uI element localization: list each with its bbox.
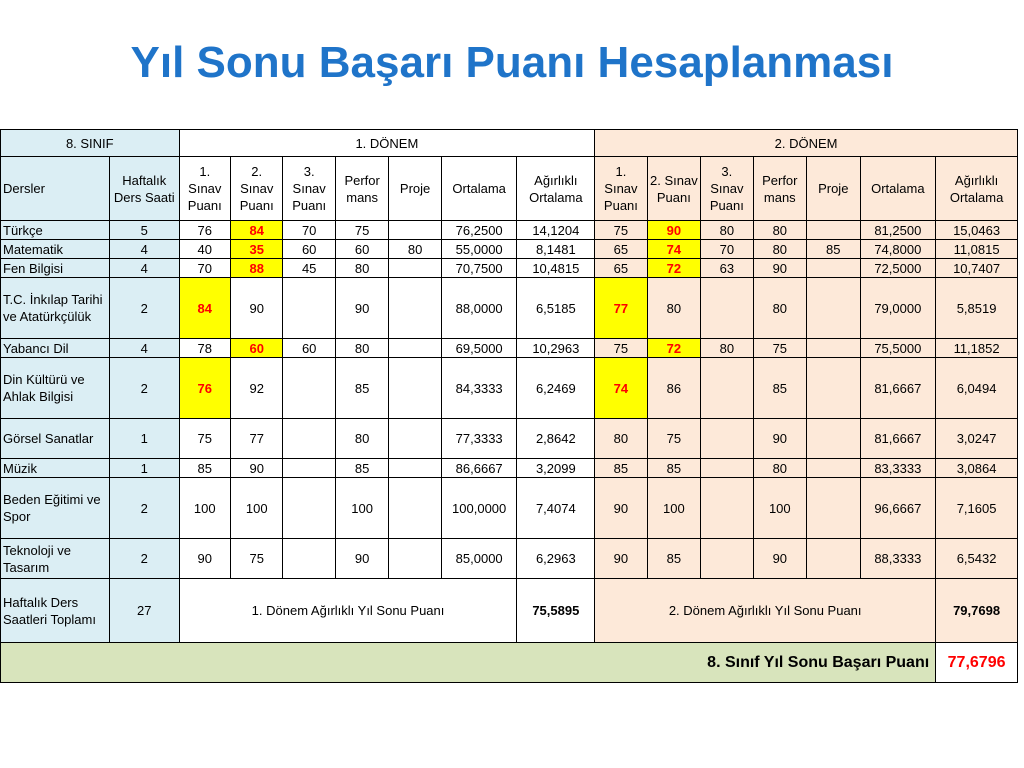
table-row [1,259,1018,278]
t2-col-performance-header: Perfor mans [753,157,806,221]
t2-performance-cell: 90 [753,259,806,278]
weekly-hours-cell: 2 [109,478,179,539]
t1-exam3-cell [283,478,335,539]
t1-exam2-cell: 90 [231,278,283,339]
t1-exam2-cell: 75 [231,539,283,579]
t1-project-cell [389,358,441,419]
t2-project-cell [807,478,860,539]
subject-cell: Beden Eğitimi ve Spor [1,478,110,539]
t2-exam3-cell: 63 [701,259,753,278]
t2-average-cell: 74,8000 [860,240,936,259]
t1-exam2-cell: 100 [231,478,283,539]
t1-col-exam2-header: 2. Sınav Puanı [231,157,283,221]
t2-exam2-cell: 80 [647,278,700,339]
table-row [1,419,1018,459]
t1-exam3-cell [283,539,335,579]
col-subject-header: Dersler [1,157,110,221]
subject-cell: Yabancı Dil [1,339,110,358]
t2-weighted-cell: 3,0247 [936,419,1018,459]
t1-col-exam1-header: 1. Sınav Puanı [179,157,230,221]
t2-exam1-cell: 74 [595,358,647,419]
t2-performance-cell: 80 [753,459,806,478]
t2-exam1-cell: 90 [595,478,647,539]
t2-exam2-cell: 74 [647,240,700,259]
term1-total-value: 75,5895 [517,579,595,643]
subject-cell: Din Kültürü ve Ahlak Bilgisi [1,358,110,419]
table-row [1,459,1018,478]
t2-exam1-cell: 80 [595,419,647,459]
t2-weighted-cell: 7,1605 [936,478,1018,539]
t2-exam2-cell: 85 [647,539,700,579]
table-row [1,358,1018,419]
t1-col-performance-header: Perfor mans [335,157,388,221]
t2-exam3-cell: 80 [701,339,753,358]
t1-average-cell: 86,6667 [441,459,517,478]
weekly-hours-cell: 4 [109,240,179,259]
t1-average-cell: 84,3333 [441,358,517,419]
t1-exam1-cell: 40 [179,240,230,259]
term2-header: 2. DÖNEM [595,130,1018,157]
t1-weighted-cell: 6,2963 [517,539,595,579]
t1-exam2-cell: 90 [231,459,283,478]
t1-exam1-cell: 75 [179,419,230,459]
subject-cell: Müzik [1,459,110,478]
t1-project-cell [389,478,441,539]
t1-project-cell [389,539,441,579]
total-hours-label: Haftalık Ders Saatleri Toplamı [1,579,110,643]
t2-average-cell: 96,6667 [860,478,936,539]
t1-average-cell: 77,3333 [441,419,517,459]
t2-performance-cell: 75 [753,339,806,358]
t1-average-cell: 100,0000 [441,478,517,539]
t2-average-cell: 81,2500 [860,221,936,240]
t1-performance-cell: 90 [335,278,388,339]
t2-exam3-cell [701,358,753,419]
total-hours-value: 27 [109,579,179,643]
t2-exam3-cell [701,419,753,459]
t2-average-cell: 79,0000 [860,278,936,339]
weekly-hours-cell: 2 [109,358,179,419]
t2-project-cell [807,221,860,240]
grade-table [0,129,1018,683]
t1-average-cell: 70,7500 [441,259,517,278]
t1-exam2-cell: 77 [231,419,283,459]
table-row [1,339,1018,358]
weekly-hours-cell: 1 [109,459,179,478]
t2-exam3-cell: 80 [701,221,753,240]
term2-total-label: 2. Dönem Ağırlıklı Yıl Sonu Puanı [595,579,936,643]
t2-project-cell [807,259,860,278]
t2-average-cell: 72,5000 [860,259,936,278]
t2-performance-cell: 80 [753,240,806,259]
t1-col-average-header: Ortalama [441,157,517,221]
t2-project-cell [807,539,860,579]
final-score-label: 8. Sınıf Yıl Sonu Başarı Puanı [1,643,936,683]
t2-project-cell [807,278,860,339]
t1-performance-cell: 60 [335,240,388,259]
t1-weighted-cell: 10,2963 [517,339,595,358]
t1-average-cell: 76,2500 [441,221,517,240]
t1-exam1-cell: 85 [179,459,230,478]
t1-average-cell: 69,5000 [441,339,517,358]
t2-average-cell: 81,6667 [860,419,936,459]
t2-average-cell: 75,5000 [860,339,936,358]
t1-weighted-cell: 6,5185 [517,278,595,339]
t1-exam1-cell: 78 [179,339,230,358]
t1-project-cell [389,419,441,459]
t2-exam3-cell [701,478,753,539]
t1-performance-cell: 90 [335,539,388,579]
t1-exam1-cell: 76 [179,221,230,240]
t2-col-average-header: Ortalama [860,157,936,221]
t2-exam2-cell: 72 [647,339,700,358]
t2-project-cell [807,339,860,358]
subject-cell: Matematik [1,240,110,259]
weekly-hours-cell: 5 [109,221,179,240]
t1-performance-cell: 80 [335,419,388,459]
t1-exam1-cell: 90 [179,539,230,579]
t1-col-project-header: Proje [389,157,441,221]
t1-project-cell [389,459,441,478]
weekly-hours-cell: 2 [109,539,179,579]
t2-exam2-cell: 90 [647,221,700,240]
t2-exam3-cell: 70 [701,240,753,259]
table-row [1,478,1018,539]
t2-exam2-cell: 86 [647,358,700,419]
t2-exam2-cell: 75 [647,419,700,459]
t2-exam1-cell: 65 [595,240,647,259]
t2-col-weighted-header: Ağırlıklı Ortalama [936,157,1018,221]
table-row [1,240,1018,259]
t1-weighted-cell: 6,2469 [517,358,595,419]
t2-exam1-cell: 65 [595,259,647,278]
t1-exam2-cell: 92 [231,358,283,419]
t2-weighted-cell: 11,0815 [936,240,1018,259]
grade-header: 8. SINIF [1,130,180,157]
t2-weighted-cell: 5,8519 [936,278,1018,339]
final-score-value: 77,6796 [936,643,1018,683]
t1-exam3-cell: 60 [283,240,335,259]
t2-performance-cell: 90 [753,419,806,459]
subject-cell: Görsel Sanatlar [1,419,110,459]
subject-cell: Teknoloji ve Tasarım [1,539,110,579]
t2-performance-cell: 90 [753,539,806,579]
t2-exam1-cell: 90 [595,539,647,579]
t2-exam2-cell: 85 [647,459,700,478]
t2-exam2-cell: 72 [647,259,700,278]
t1-exam2-cell: 35 [231,240,283,259]
t2-weighted-cell: 15,0463 [936,221,1018,240]
weekly-hours-cell: 4 [109,339,179,358]
table-row [1,221,1018,240]
t2-col-exam1-header: 1. Sınav Puanı [595,157,647,221]
weekly-hours-cell: 2 [109,278,179,339]
t1-col-exam3-header: 3. Sınav Puanı [283,157,335,221]
t1-exam3-cell [283,358,335,419]
weekly-hours-cell: 1 [109,419,179,459]
term1-header: 1. DÖNEM [179,130,595,157]
t1-exam3-cell [283,419,335,459]
subject-cell: Türkçe [1,221,110,240]
term1-total-label: 1. Dönem Ağırlıklı Yıl Sonu Puanı [179,579,517,643]
t2-weighted-cell: 3,0864 [936,459,1018,478]
t1-exam1-cell: 76 [179,358,230,419]
term2-total-value: 79,7698 [936,579,1018,643]
t1-average-cell: 88,0000 [441,278,517,339]
t2-weighted-cell: 6,0494 [936,358,1018,419]
t2-col-project-header: Proje [807,157,860,221]
t2-exam1-cell: 85 [595,459,647,478]
col-weekly-hours-header: Haftalık Ders Saati [109,157,179,221]
t2-project-cell [807,358,860,419]
t2-average-cell: 83,3333 [860,459,936,478]
t2-exam3-cell [701,278,753,339]
t2-weighted-cell: 6,5432 [936,539,1018,579]
t2-exam3-cell [701,539,753,579]
table-row [1,539,1018,579]
t1-project-cell [389,339,441,358]
t1-project-cell: 80 [389,240,441,259]
t2-performance-cell: 100 [753,478,806,539]
t1-average-cell: 85,0000 [441,539,517,579]
t1-project-cell [389,221,441,240]
t1-project-cell [389,278,441,339]
t2-exam3-cell [701,459,753,478]
t2-exam1-cell: 75 [595,339,647,358]
t2-weighted-cell: 10,7407 [936,259,1018,278]
t1-col-weighted-header: Ağırlıklı Ortalama [517,157,595,221]
t1-performance-cell: 75 [335,221,388,240]
t2-project-cell: 85 [807,240,860,259]
t2-project-cell [807,419,860,459]
t2-weighted-cell: 11,1852 [936,339,1018,358]
t1-exam3-cell: 60 [283,339,335,358]
t1-exam1-cell: 84 [179,278,230,339]
table-row [1,278,1018,339]
t1-weighted-cell: 14,1204 [517,221,595,240]
t2-performance-cell: 80 [753,278,806,339]
t1-performance-cell: 85 [335,459,388,478]
t2-average-cell: 88,3333 [860,539,936,579]
t1-performance-cell: 100 [335,478,388,539]
t1-exam1-cell: 100 [179,478,230,539]
t1-exam2-cell: 88 [231,259,283,278]
t1-exam3-cell [283,459,335,478]
t2-exam1-cell: 77 [595,278,647,339]
t2-col-exam3-header: 3. Sınav Puanı [701,157,753,221]
t1-weighted-cell: 3,2099 [517,459,595,478]
t1-weighted-cell: 8,1481 [517,240,595,259]
t1-exam2-cell: 60 [231,339,283,358]
t1-project-cell [389,259,441,278]
t1-average-cell: 55,0000 [441,240,517,259]
t1-weighted-cell: 10,4815 [517,259,595,278]
t2-project-cell [807,459,860,478]
t1-performance-cell: 80 [335,339,388,358]
t1-exam2-cell: 84 [231,221,283,240]
t1-weighted-cell: 7,4074 [517,478,595,539]
weekly-hours-cell: 4 [109,259,179,278]
t1-performance-cell: 85 [335,358,388,419]
t1-exam3-cell: 70 [283,221,335,240]
t2-average-cell: 81,6667 [860,358,936,419]
t2-exam1-cell: 75 [595,221,647,240]
subject-cell: T.C. İnkılap Tarihi ve Atatürkçülük [1,278,110,339]
t1-performance-cell: 80 [335,259,388,278]
t1-weighted-cell: 2,8642 [517,419,595,459]
subject-cell: Fen Bilgisi [1,259,110,278]
t2-exam2-cell: 100 [647,478,700,539]
t1-exam1-cell: 70 [179,259,230,278]
t1-exam3-cell: 45 [283,259,335,278]
page-title: Yıl Sonu Başarı Puanı Hesaplanması [130,38,894,87]
t1-exam3-cell [283,278,335,339]
t2-col-exam2-header: 2. Sınav Puanı [647,157,700,221]
t2-performance-cell: 85 [753,358,806,419]
t2-performance-cell: 80 [753,221,806,240]
